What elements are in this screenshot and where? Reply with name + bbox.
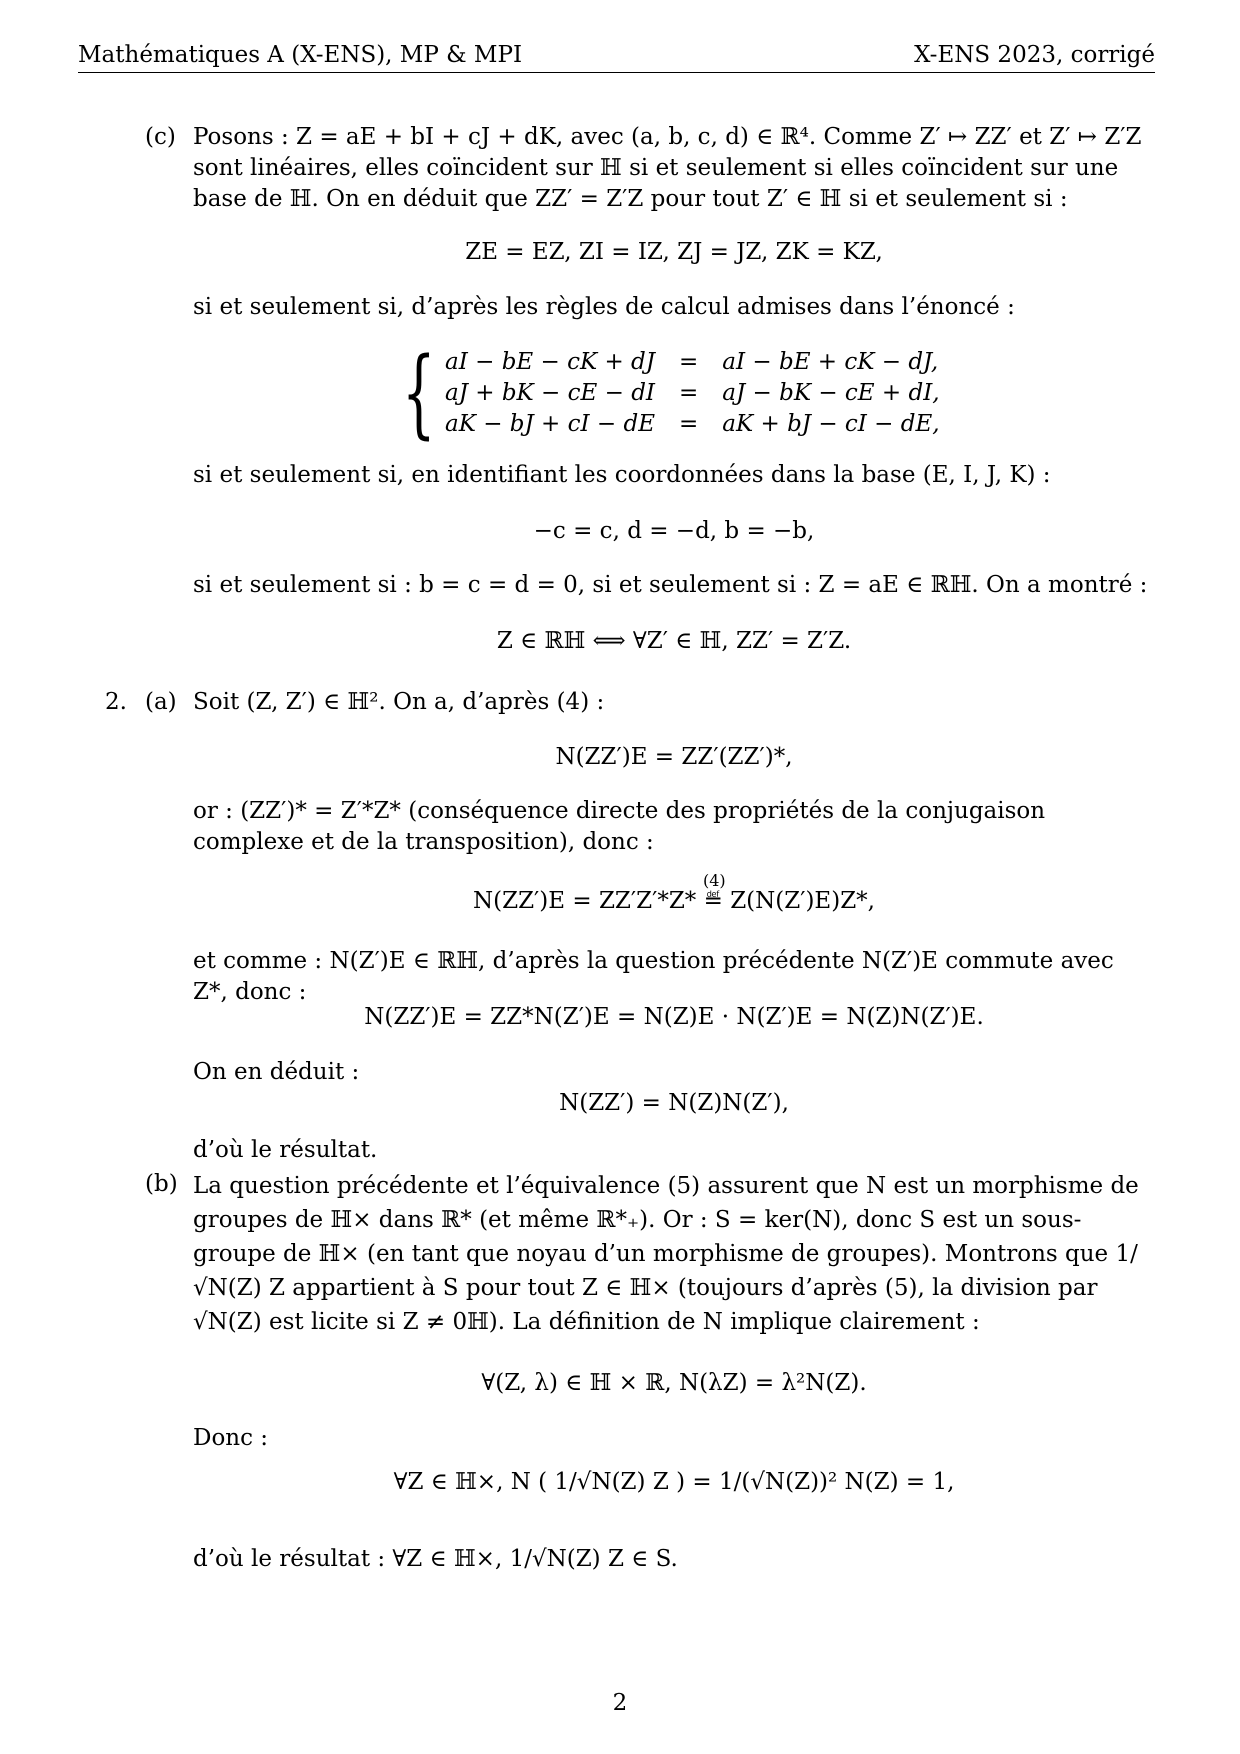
system-lhs: aK − bJ + cI − dE: [445, 411, 655, 437]
system-row: [433, 347, 952, 378]
a-equation-3: N(ZZ′)E = ZZ*N(Z′)E = N(Z)E · N(Z′)E = N(Z)N(Z′)E.: [364, 1004, 984, 1030]
label-question-2: 2.: [105, 689, 127, 715]
b-paragraph-3: d’où le résultat : ∀Z ∈ ℍ×, 1/√N(Z) Z ∈ S.: [193, 1546, 678, 1572]
system-eq: =: [679, 411, 699, 437]
b-equation-2: ∀Z ∈ ℍ×, N ( 1/√N(Z) Z ) = 1/(√N(Z))² N(Z) = 1,: [393, 1469, 955, 1495]
b-equation-1: ∀(Z, λ) ∈ ℍ × ℝ, N(λZ) = λ²N(Z).: [481, 1370, 867, 1396]
system-rhs: aI − bE + cK − dJ,: [722, 349, 939, 375]
a-equation-4: N(ZZ′) = N(Z)N(Z′),: [559, 1090, 789, 1116]
b-paragraph-1: La question précédente et l’équivalence (5) assurent que N est un morphisme de groupes de ℍ× dans ℝ* (et même ℝ*₊). Or : S = ker(N), donc S est un sous-groupe de ℍ× (en tant que noyau d’un morphisme de groupes). Montrons que 1/√N(Z) Z appartient à S pour tout Z ∈ ℍ× (toujours d’après (5), la division par √N(Z) est licite si Z ≠ 0ℍ). La définition de N implique clairement :: [193, 1173, 1139, 1335]
c-paragraph-3: si et seulement si, en identifiant les coordonnées dans la base (E, I, J, K) :: [193, 462, 1051, 488]
header-left: Mathématiques A (X-ENS), MP & MPI: [78, 42, 523, 68]
a-paragraph-1: Soit (Z, Z′) ∈ ℍ². On a, d’après (4) :: [193, 689, 605, 715]
system-rhs: aJ − bK − cE + dI,: [722, 380, 940, 406]
a-paragraph-4: On en déduit :: [193, 1059, 360, 1085]
page-number: 2: [612, 1690, 628, 1716]
a-paragraph-5: d’où le résultat.: [193, 1137, 378, 1163]
system-row: [433, 409, 952, 440]
a-paragraph-2: or : (ZZ′)* = Z′*Z* (conséquence directe des propriétés de la conjugaison complexe et de la transposition), donc :: [193, 798, 1046, 855]
a-equation-1: N(ZZ′)E = ZZ′(ZZ′)*,: [555, 744, 793, 770]
equation-system: [433, 347, 952, 440]
label-a: (a): [145, 689, 177, 715]
c-paragraph-2: si et seulement si, d’après les règles de calcul admises dans l’énoncé :: [193, 294, 1015, 320]
c-paragraph-1: Posons : Z = aE + bI + cJ + dK, avec (a, b, c, d) ∈ ℝ⁴. Comme Z′ ↦ ZZ′ et Z′ ↦ Z′Z sont linéaires, elles coïncident sur ℍ si et seulement si elles coïncident sur une base de ℍ. On en déduit que ZZ′ = Z′Z pour tout Z′ ∈ ℍ si et seulement si :: [193, 124, 1142, 212]
label-b: (b): [145, 1171, 178, 1197]
b-paragraph-2: Donc :: [193, 1425, 269, 1451]
c-equation-2: −c = c, d = −d, b = −b,: [533, 518, 815, 544]
a-equation-2: N(ZZ′)E = ZZ′Z′*Z* ≝ Z(N(Z′)E)Z*,: [473, 888, 875, 914]
system-row: [433, 378, 952, 409]
c-paragraph-4: si et seulement si : b = c = d = 0, si et seulement si : Z = aE ∈ ℝℍ. On a montré :: [193, 572, 1148, 598]
system-eq: =: [679, 380, 699, 406]
system-brace: {: [402, 337, 436, 449]
a-paragraph-3: et comme : N(Z′)E ∈ ℝℍ, d’après la question précédente N(Z′)E commute avec Z*, donc :: [193, 948, 1114, 1005]
system-lhs: aI − bE − cK + dJ: [445, 349, 655, 375]
c-equation-1: ZE = EZ, ZI = IZ, ZJ = JZ, ZK = KZ,: [465, 239, 883, 265]
system-eq: =: [679, 349, 699, 375]
page-header: [78, 40, 1155, 73]
label-c: (c): [145, 124, 176, 150]
system-rhs: aK + bJ − cI − dE,: [722, 411, 940, 437]
system-lhs: aJ + bK − cE − dI: [445, 380, 655, 406]
header-right: X-ENS 2023, corrigé: [914, 42, 1155, 68]
a-equation-2-reference: (4): [703, 871, 726, 890]
c-equation-3: Z ∈ ℝℍ ⟺ ∀Z′ ∈ ℍ, ZZ′ = Z′Z.: [496, 628, 852, 654]
